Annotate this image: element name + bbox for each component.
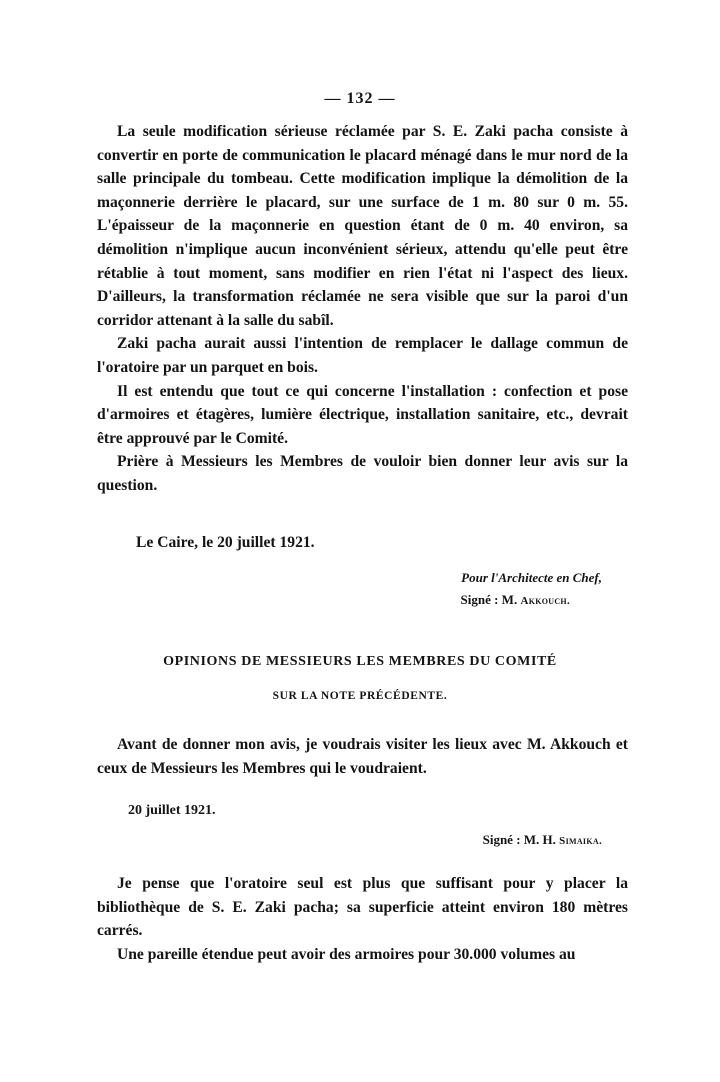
note-paragraph: Zaki pacha aurait aussi l'intention de remplacer le dallage commun de l'oratoire par un parquet en bois. — [97, 335, 628, 376]
note-body — [97, 120, 628, 498]
note-paragraph: La seule modification sérieuse réclamée par S. E. Zaki pacha consiste à convertir en porte de communication le placard ménagé dans le mur nord de la salle principale du tombeau. Cette modification implique la démolition de la maçonnerie derrière le placard, sur une surface de 1 m. 80 sur 0 m. 55. L'épaisseur de la maçonnerie en question étant de 0 m. 40 environ, sa démolition n'implique aucun inconvénient sérieux, attendu qu'elle peut être rétablie à tout moment, sans modifier en rien l'état ni l'aspect des lieux. D'ailleurs, la transformation réclamée ne sera visible que sur la paroi d'un corridor attenant à la salle du sabîl. — [97, 123, 628, 329]
note-signature-prefix: Signé : M. — [460, 592, 521, 607]
opinion-1-signature-name: Simaika. — [559, 835, 602, 847]
note-dateline: Le Caire, le 20 juillet 1921. — [136, 534, 315, 551]
opinion-1-signature — [483, 832, 602, 848]
note-signature — [461, 592, 571, 608]
opinion-1-body — [97, 733, 628, 780]
opinion-1-paragraph: Avant de donner mon avis, je voudrais visiter les lieux avec M. Akkouch et ceux de Messieurs les Membres qui le voudraient. — [97, 736, 628, 777]
opinion-2-body — [97, 872, 628, 966]
section-title: OPINIONS DE MESSIEURS LES MEMBRES DU COMITÉ — [163, 654, 557, 669]
section-subtitle: SUR LA NOTE PRÉCÉDENTE. — [272, 690, 448, 702]
opinion-2-paragraph: Une pareille étendue peut avoir des armoires pour 30.000 volumes au — [117, 945, 576, 963]
opinion-1-date: 20 juillet 1921. — [128, 803, 216, 818]
note-paragraph: Il est entendu que tout ce qui concerne l'installation : confection et pose d'armoires et étagères, lumière électrique, installation sanitaire, etc., devrait être approuvé par le Comité. — [97, 382, 628, 447]
note-signature-role: Pour l'Architecte en Chef, — [461, 570, 602, 585]
note-paragraph: Prière à Messieurs les Membres de vouloir bien donner leur avis sur la question. — [97, 453, 628, 494]
page-number: — 132 — — [324, 90, 396, 107]
opinion-2-paragraph: Je pense que l'oratoire seul est plus que suffisant pour y placer la bibliothèque de S. E. Zaki pacha; sa superficie atteint environ 180 mètres carrés. — [97, 875, 628, 940]
note-signature-name: Akkouch. — [520, 595, 570, 607]
opinion-1-signature-prefix: Signé : M. H. — [482, 832, 560, 847]
